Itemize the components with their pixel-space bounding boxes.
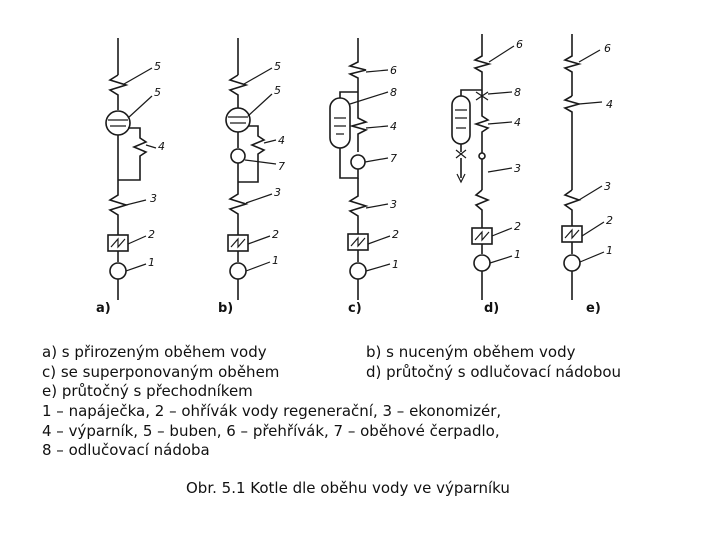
label-c-econ: 3	[390, 198, 397, 211]
drum-b	[226, 108, 250, 132]
label-d-sep: 8	[514, 86, 521, 99]
label-e-pump: 1	[606, 244, 613, 257]
pump-b	[230, 263, 246, 279]
legend-line-1-right: b) s nuceným oběhem vody	[366, 343, 576, 361]
panel-label-c: c)	[348, 301, 362, 316]
panel-label-b: b)	[218, 301, 234, 316]
legend-line-3: e) průtočný s přechodníkem	[42, 382, 253, 400]
label-a-heater: 2	[148, 228, 155, 241]
pump-e	[564, 255, 580, 271]
circulation-pump-c	[351, 155, 365, 169]
label-d-pump: 1	[514, 248, 521, 261]
label-b-right-upper: 4	[278, 134, 285, 147]
legend-line-2-right: d) průtočný s odlučovací nádobou	[366, 363, 622, 381]
label-c-top1: 6	[390, 64, 397, 77]
label-b-top1: 5	[274, 60, 281, 73]
scheme-e	[562, 34, 613, 316]
pump-a	[110, 263, 126, 279]
label-d-evap: 4	[514, 116, 521, 129]
label-b-pump: 1	[272, 254, 279, 267]
figure-caption: Obr. 5.1 Kotle dle oběhu vody ve výparníku	[186, 479, 510, 497]
label-a-right-upper: 4	[158, 140, 165, 153]
pump-d	[474, 255, 490, 271]
pump-c	[350, 263, 366, 279]
scheme-c	[330, 38, 399, 316]
legend-line-5: 4 – výparník, 5 – buben, 6 – přehřívák, 7 – oběhové čerpadlo,	[42, 422, 500, 440]
legend-line-2-left: c) se superponovaným oběhem	[42, 363, 280, 381]
drum-a	[106, 111, 130, 135]
label-b-top2: 5	[274, 84, 281, 97]
label-d-top1: 6	[516, 38, 523, 51]
separator-d	[452, 96, 470, 144]
drum-c	[330, 98, 350, 148]
label-d-heater: 2	[514, 220, 521, 233]
label-a-pump: 1	[148, 256, 155, 269]
scheme-a	[96, 38, 165, 316]
legend-line-1-left: a) s přirozeným oběhem vody	[42, 343, 267, 361]
label-c-heater: 2	[392, 228, 399, 241]
panel-label-e: e)	[586, 301, 601, 316]
scheme-d	[452, 34, 523, 316]
label-c-drum: 8	[390, 86, 397, 99]
label-e-mid: 4	[606, 98, 613, 111]
label-b-circ-pump: 7	[278, 160, 285, 173]
label-d-lower: 3	[514, 162, 521, 175]
label-e-top1: 6	[604, 42, 611, 55]
label-c-pump: 1	[392, 258, 399, 271]
label-b-heater: 2	[272, 228, 279, 241]
node-d	[479, 153, 485, 159]
label-b-econ: 3	[274, 186, 281, 199]
legend-line-6: 8 – odlučovací nádoba	[42, 441, 210, 459]
scheme-b	[218, 38, 285, 316]
circulation-pump-b	[231, 149, 245, 163]
label-e-heater: 2	[606, 214, 613, 227]
label-a-top1: 5	[154, 60, 161, 73]
panel-label-a: a)	[96, 301, 111, 316]
label-c-evap: 4	[390, 120, 397, 133]
label-c-circ-pump: 7	[390, 152, 397, 165]
label-a-econ: 3	[150, 192, 157, 205]
legend-line-4: 1 – napáječka, 2 – ohřívák vody regenerační, 3 – ekonomizér,	[42, 402, 502, 420]
label-e-econ: 3	[604, 180, 611, 193]
panel-label-d: d)	[484, 301, 500, 316]
label-a-top2: 5	[154, 86, 161, 99]
